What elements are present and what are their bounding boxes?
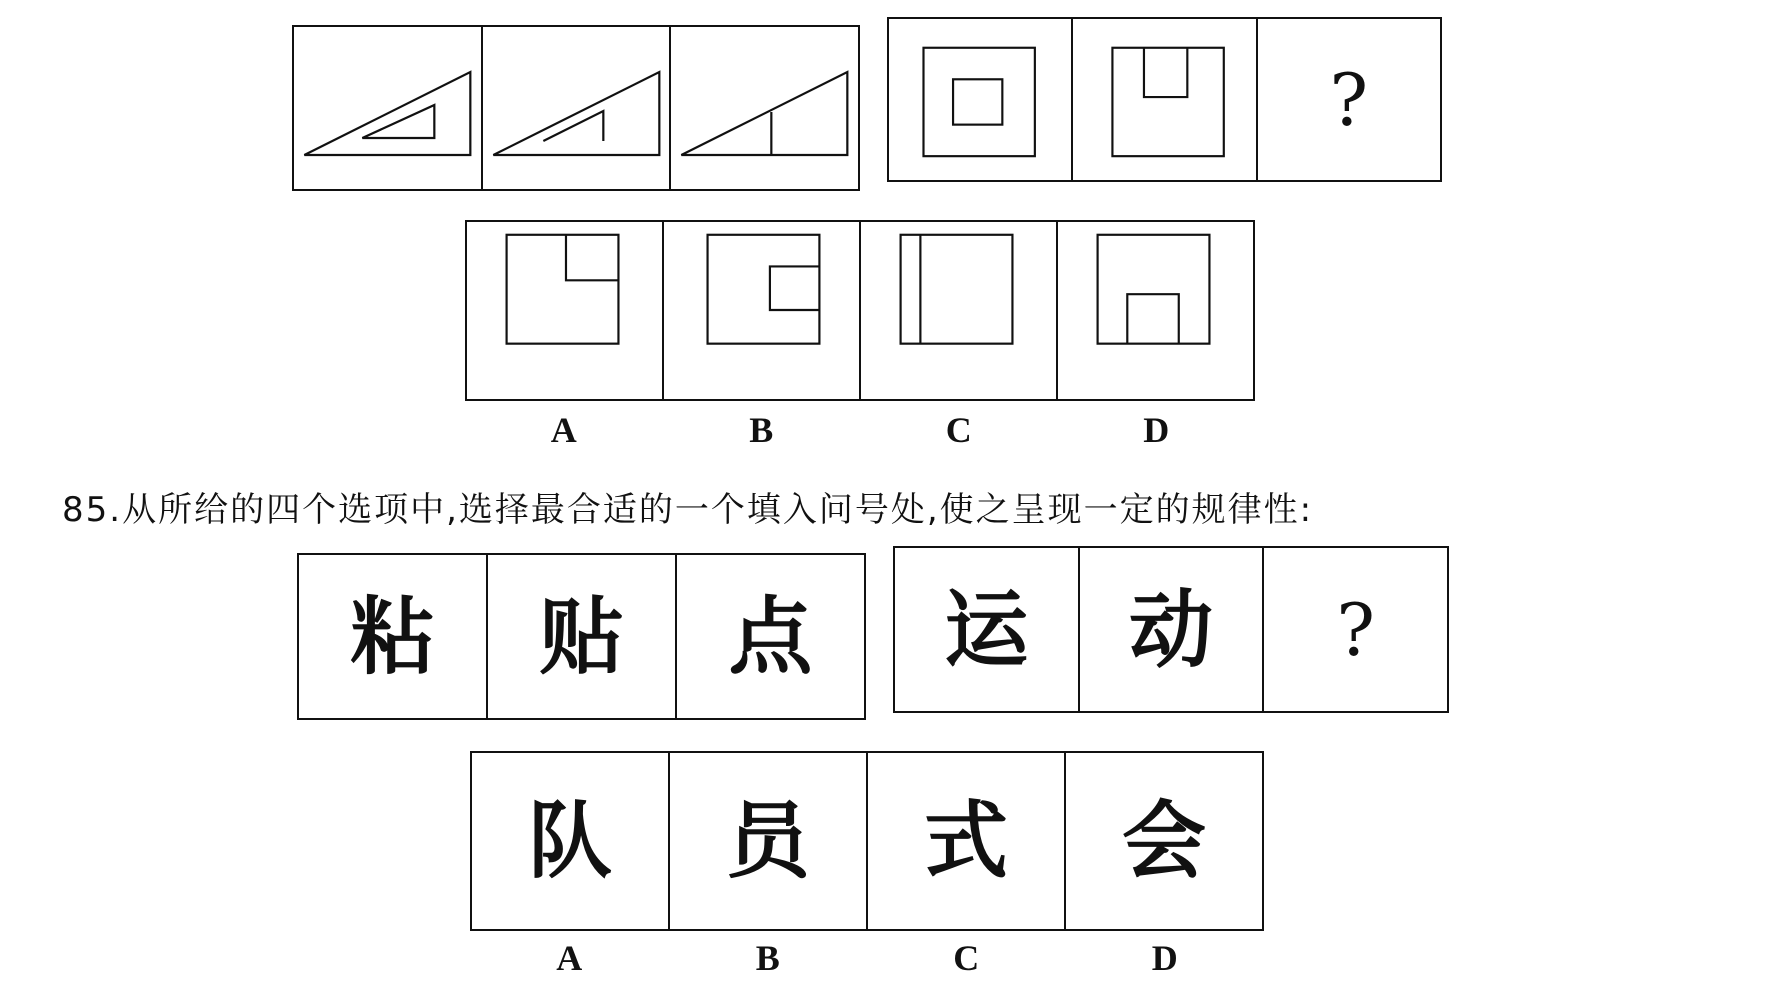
q85-option-c-char: 式 — [923, 792, 1008, 890]
q85-row2-cell-2 — [1080, 548, 1265, 711]
q85-row1-char-3: 点 — [728, 587, 813, 686]
q85-option-c[interactable] — [868, 753, 1066, 929]
q85-option-a[interactable] — [472, 753, 670, 929]
q85-option-b[interactable] — [670, 753, 868, 929]
q85-row2-char-2: 动 — [1129, 580, 1214, 679]
q85-sequence-strip-1 — [297, 553, 866, 720]
q84-option-labels — [465, 412, 1255, 448]
q85-option-d-char: 会 — [1121, 792, 1206, 890]
q85-sequence-strip-2 — [893, 546, 1449, 713]
q85-row1-cell-2 — [488, 555, 677, 718]
q85-row2-char-1: 运 — [944, 580, 1029, 679]
q84-option-c-figure[interactable] — [861, 222, 1058, 399]
q84-triangle-figure-1 — [294, 27, 483, 189]
q85-option-label-d: D — [1151, 938, 1178, 978]
q84-option-label-b: B — [749, 410, 774, 450]
q85-option-a-char: 队 — [527, 792, 612, 890]
q84-sequence-strip-1 — [292, 25, 860, 191]
q84-option-label-c: C — [945, 410, 972, 450]
q84-sequence-strip-2 — [887, 17, 1442, 182]
q84-square-figure-2 — [1073, 19, 1257, 180]
q84-question-mark: ? — [1329, 57, 1369, 142]
q85-options-strip — [470, 751, 1264, 931]
q85-option-label-c: C — [953, 938, 980, 978]
q84-option-label-a: A — [550, 410, 577, 450]
q84-triangle-figure-3 — [671, 27, 858, 189]
q84-option-d-figure[interactable] — [1058, 222, 1253, 399]
q84-option-a-figure[interactable] — [467, 222, 664, 399]
q85-option-label-b: B — [755, 938, 780, 978]
q85-row1-cell-3 — [677, 555, 864, 718]
q85-row1-char-1: 粘 — [350, 587, 435, 686]
q84-options-strip — [465, 220, 1255, 401]
q85-option-label-a: A — [556, 938, 583, 978]
q85-question-mark: ? — [1336, 587, 1375, 672]
q85-row2-cell-1 — [895, 548, 1080, 711]
q85-option-d[interactable] — [1066, 753, 1262, 929]
q85-option-b-char: 员 — [725, 792, 810, 890]
q85-row1-cell-1 — [299, 555, 488, 718]
q84-square-figure-1 — [889, 19, 1073, 180]
q85-row2-cell-3 — [1264, 548, 1447, 711]
q84-option-label-d: D — [1143, 410, 1170, 450]
q85-prompt: 85.从所给的四个选项中,选择最合适的一个填入问号处,使之呈现一定的规律性: — [62, 490, 1314, 530]
q84-triangle-figure-2 — [483, 27, 672, 189]
q85-row1-char-2: 贴 — [539, 587, 624, 686]
q84-option-b-figure[interactable] — [664, 222, 861, 399]
q85-option-labels — [470, 940, 1264, 976]
q84-question-mark-cell — [1258, 19, 1440, 180]
